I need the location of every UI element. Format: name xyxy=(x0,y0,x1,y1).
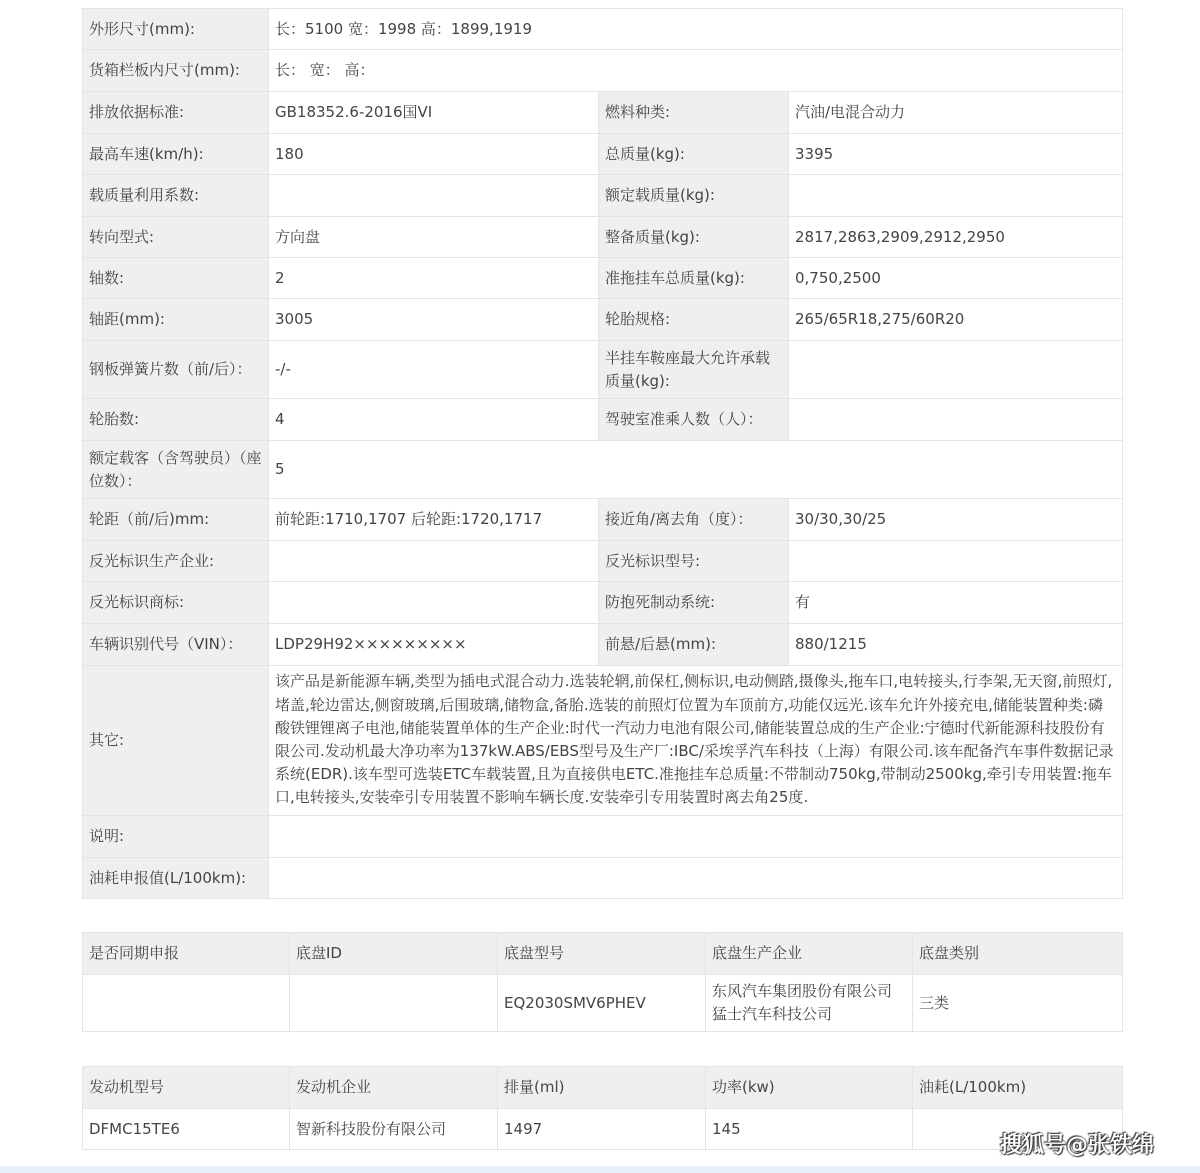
spec-value: -/- xyxy=(269,341,599,399)
spec-label: 额定载客（含驾驶员）（座位数）： xyxy=(83,441,269,499)
spec-value: 2 xyxy=(269,258,599,299)
spec-value: 长： 宽： 高： xyxy=(269,50,1123,92)
spec-label: 防抱死制动系统: xyxy=(599,582,789,624)
spec-value: GB18352.6-2016国VI xyxy=(269,92,599,134)
column-header: 功率(kw) xyxy=(706,1067,913,1109)
spec-value xyxy=(269,582,599,624)
engine-header-row xyxy=(83,1067,1123,1109)
spec-label: 轮胎规格: xyxy=(599,299,789,341)
spec-value: 3005 xyxy=(269,299,599,341)
spec-row-cargo-dimensions xyxy=(83,50,1123,92)
chassis-data-row xyxy=(83,975,1123,1032)
spec-value xyxy=(789,175,1123,217)
spec-value: 长：5100 宽：1998 高：1899,1919 xyxy=(269,9,1123,50)
spec-label: 前悬/后悬(mm): xyxy=(599,624,789,666)
spec-value xyxy=(789,341,1123,399)
spec-row-tire-count-cab-seats xyxy=(83,399,1123,441)
spec-row-wheelbase-tires xyxy=(83,299,1123,341)
spec-label: 排放依据标准: xyxy=(83,92,269,134)
spec-row-fuel-consumption xyxy=(83,858,1123,899)
watermark: 搜狐号@张铁绵 xyxy=(1000,1133,1155,1158)
chassis-table xyxy=(82,932,1123,1032)
column-header: 底盘生产企业 xyxy=(706,933,913,975)
spec-value xyxy=(269,175,599,217)
spec-row-track-angles xyxy=(83,499,1123,541)
spec-label: 外形尺寸(mm): xyxy=(83,9,269,50)
spec-value: 3395 xyxy=(789,134,1123,175)
spec-label: 轴距(mm): xyxy=(83,299,269,341)
chassis-manufacturer-cell xyxy=(706,975,913,1032)
column-header: 底盘型号 xyxy=(498,933,706,975)
spec-row-emission-fuel xyxy=(83,92,1123,134)
spec-label: 接近角/离去角（度）： xyxy=(599,499,789,541)
spec-value: 4 xyxy=(269,399,599,441)
table-cell: 智新科技股份有限公司 xyxy=(290,1109,498,1150)
spec-label: 轴数: xyxy=(83,258,269,299)
spec-label: 其它: xyxy=(83,666,269,816)
table-cell: 三类 xyxy=(913,975,1123,1032)
spec-label: 驾驶室准乘人数（人）： xyxy=(599,399,789,441)
spec-label: 准拖挂车总质量(kg): xyxy=(599,258,789,299)
column-header: 底盘类别 xyxy=(913,933,1123,975)
manufacturer-line: 东风汽车集团股份有限公司 xyxy=(712,982,893,1000)
spec-value xyxy=(269,858,1123,899)
spec-value xyxy=(789,399,1123,441)
spec-label: 整备质量(kg): xyxy=(599,217,789,258)
column-header: 是否同期申报 xyxy=(83,933,290,975)
spec-label: 总质量(kg): xyxy=(599,134,789,175)
other-notes-text: 该产品是新能源车辆,类型为插电式混合动力.选装轮辋,前保杠,侧标识,电动侧踏,摄像头,拖车口,电转接头,行李架,无天窗,前照灯,堵盖,轮边雷达,侧窗玻璃,后围玻璃,储物盒,备胎.选装的前照灯位置为车顶前方,功能仅远光.该车允许外接充电,储能装置种类:磷酸铁锂锂离子电池,储能装置单体的生产企业:时代一汽动力电池有限公司,储能装置总成的生产企业:宁德时代新能源科技股份有限公司.发动机最大净功率为137kW.ABS/EBS型号及生产厂:IBC/采埃孚汽车科技（上海）有限公司.该车配备汽车事件数据记录系统(EDR).该车型可选装ETC车载装置,且为直接供电ETC.准拖挂车总质量:不带制动750kg,带制动2500kg,牵引专用装置:拖车口,电转接头,安装牵引专用装置不影响车辆长度.安装牵引专用装置时离去角25度. xyxy=(269,666,1123,816)
spec-row-reflector-maker-model xyxy=(83,541,1123,582)
spec-row-reflector-brand-abs xyxy=(83,582,1123,624)
spec-label: 轮胎数: xyxy=(83,399,269,441)
column-header: 发动机企业 xyxy=(290,1067,498,1109)
spec-value: 5 xyxy=(269,441,1123,499)
manufacturer-line: 猛士汽车科技公司 xyxy=(712,1005,833,1023)
spec-row-exterior-dimensions xyxy=(83,9,1123,50)
column-header: 底盘ID xyxy=(290,933,498,975)
table-cell: 1497 xyxy=(498,1109,706,1150)
table-cell: DFMC15TE6 xyxy=(83,1109,290,1150)
engine-data-row xyxy=(83,1109,1123,1150)
spec-row-steering-curb-mass xyxy=(83,217,1123,258)
spec-label: 反光标识生产企业: xyxy=(83,541,269,582)
spec-row-load-factor xyxy=(83,175,1123,217)
spec-row-leaf-springs-saddle xyxy=(83,341,1123,399)
spec-label: 油耗申报值(L/100km): xyxy=(83,858,269,899)
spec-label: 说明: xyxy=(83,816,269,858)
spec-label: 反光标识商标: xyxy=(83,582,269,624)
spec-label: 燃料种类: xyxy=(599,92,789,134)
table-cell xyxy=(83,975,290,1032)
spec-value: 2817,2863,2909,2912,2950 xyxy=(789,217,1123,258)
spec-label: 反光标识型号: xyxy=(599,541,789,582)
spec-value: 880/1215 xyxy=(789,624,1123,666)
spec-value xyxy=(789,541,1123,582)
column-header: 发动机型号 xyxy=(83,1067,290,1109)
spec-value: 前轮距:1710,1707 后轮距:1720,1717 xyxy=(269,499,599,541)
spec-value: 265/65R18,275/60R20 xyxy=(789,299,1123,341)
spec-label: 载质量利用系数: xyxy=(83,175,269,217)
spec-label: 钢板弹簧片数（前/后）： xyxy=(83,341,269,399)
spec-value: LDP29H92××××××××× xyxy=(269,624,599,666)
spec-label: 车辆识别代号（VIN）： xyxy=(83,624,269,666)
column-header: 油耗(L/100km) xyxy=(913,1067,1123,1109)
spec-label: 半挂车鞍座最大允许承载质量(kg): xyxy=(599,341,789,399)
column-header: 排量(ml) xyxy=(498,1067,706,1109)
spec-value: 180 xyxy=(269,134,599,175)
table-cell: 145 xyxy=(706,1109,913,1150)
spec-value: 汽油/电混合动力 xyxy=(789,92,1123,134)
table-cell: EQ2030SMV6PHEV xyxy=(498,975,706,1032)
spec-label: 货箱栏板内尺寸(mm): xyxy=(83,50,269,92)
spec-row-speed-mass xyxy=(83,134,1123,175)
spec-label: 转向型式: xyxy=(83,217,269,258)
spec-row-vin-overhang xyxy=(83,624,1123,666)
spec-value: 方向盘 xyxy=(269,217,599,258)
spec-value xyxy=(269,816,1123,858)
spec-row-passenger-capacity xyxy=(83,441,1123,499)
spec-label: 最高车速(km/h): xyxy=(83,134,269,175)
spec-row-description xyxy=(83,816,1123,858)
spec-value: 30/30,30/25 xyxy=(789,499,1123,541)
engine-table xyxy=(82,1066,1123,1150)
spec-value xyxy=(269,541,599,582)
chassis-header-row xyxy=(83,933,1123,975)
spec-row-other-notes xyxy=(83,666,1123,816)
spec-value: 有 xyxy=(789,582,1123,624)
table-cell xyxy=(290,975,498,1032)
vehicle-spec-table xyxy=(82,8,1123,899)
spec-label: 额定载质量(kg): xyxy=(599,175,789,217)
spec-value: 0,750,2500 xyxy=(789,258,1123,299)
bottom-band xyxy=(0,1166,1200,1173)
spec-row-axles-trailer xyxy=(83,258,1123,299)
spec-label: 轮距（前/后)mm: xyxy=(83,499,269,541)
